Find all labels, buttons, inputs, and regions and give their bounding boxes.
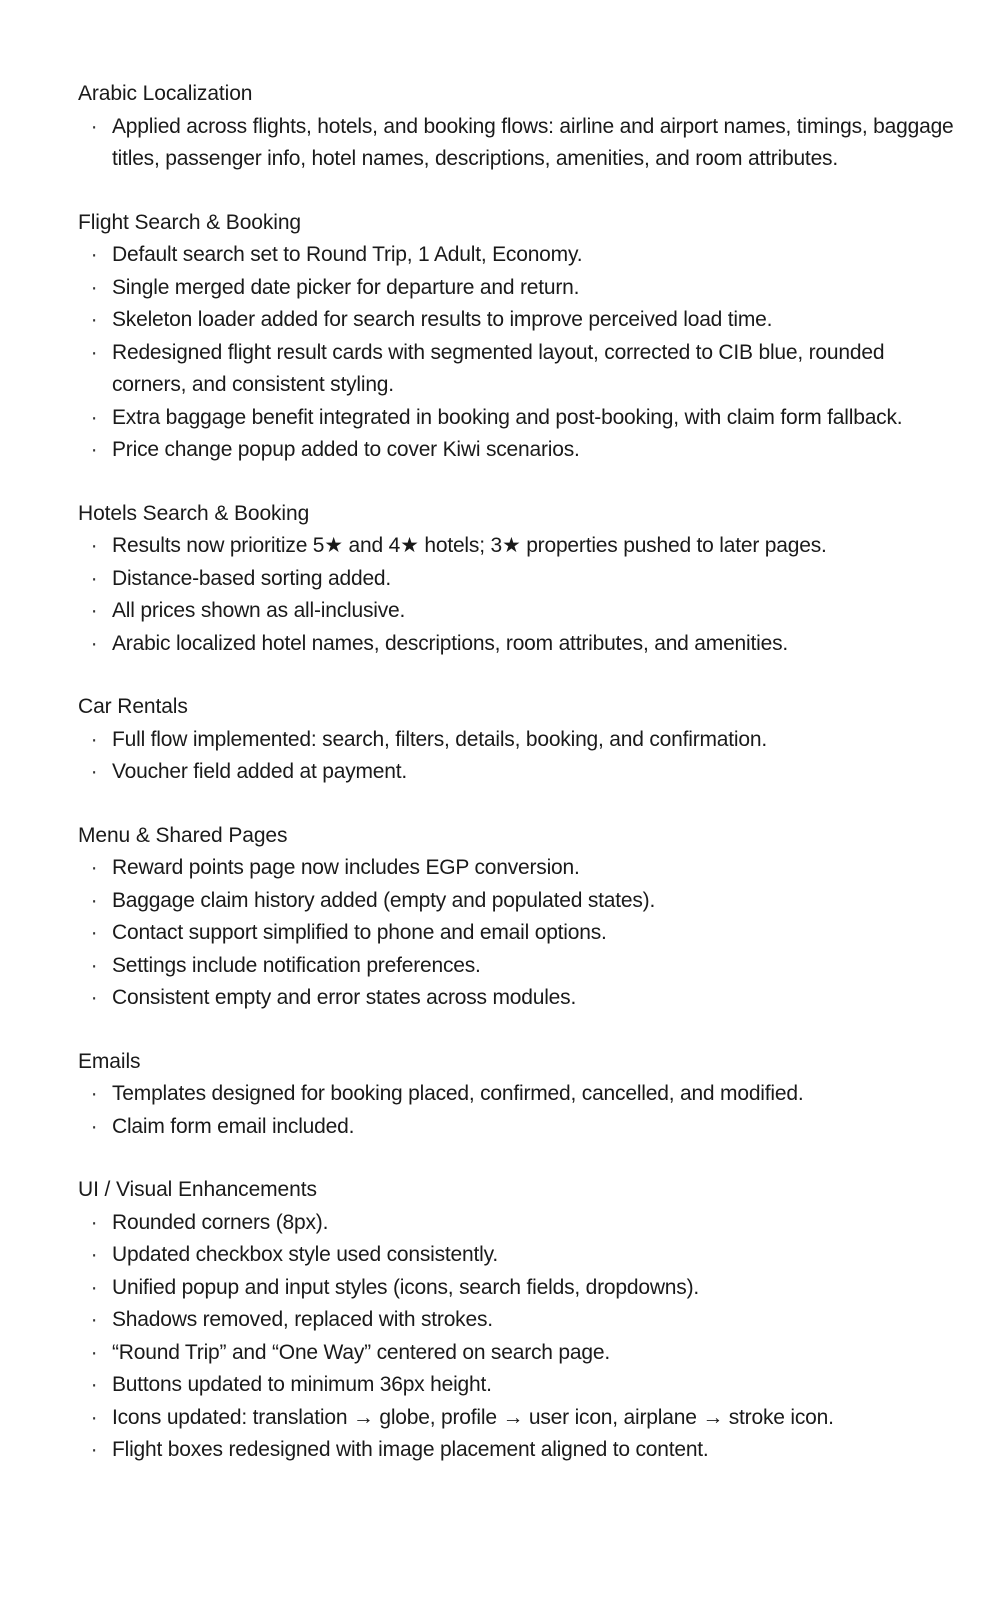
section <box>78 691 958 789</box>
bullet-icon: · <box>90 1210 98 1234</box>
list-item <box>78 1272 958 1305</box>
list-item <box>78 304 958 337</box>
section-title: Arabic Localization <box>78 82 253 105</box>
list-item-text: Default search set to Round Trip, 1 Adult, Economy. <box>112 243 583 266</box>
bullet-icon: · <box>90 727 98 751</box>
list-item-text: Voucher field added at payment. <box>112 760 408 783</box>
list-item <box>78 1369 958 1402</box>
section-title: UI / Visual Enhancements <box>78 1178 317 1201</box>
list-item-text: Price change popup added to cover Kiwi scenarios. <box>112 438 580 461</box>
list-item-text: Single merged date picker for departure and return. <box>112 275 580 299</box>
bullet-list <box>78 1207 958 1467</box>
bullet-icon: · <box>90 760 98 783</box>
list-item <box>78 1239 958 1272</box>
list-item-text: Baggage claim history added (empty and populated states). <box>112 888 656 912</box>
bullet-icon: · <box>90 1405 98 1429</box>
list-item <box>78 1337 958 1370</box>
bullet-icon: · <box>90 308 98 331</box>
bullet-icon: · <box>90 986 98 1009</box>
list-item-text: Shadows removed, replaced with strokes. <box>112 1308 493 1331</box>
bullet-icon: · <box>90 888 98 912</box>
list-item-text: Templates designed for booking placed, confirmed, cancelled, and modified. <box>112 1082 804 1105</box>
list-item-text: Rounded corners (8px). <box>112 1210 329 1234</box>
list-item <box>78 917 958 950</box>
list-item-text: Results now prioritize 5★ and 4★ hotels; 3★ properties pushed to later pages. <box>112 534 827 557</box>
bullet-icon: · <box>90 1340 98 1364</box>
list-item <box>78 530 958 563</box>
bullet-list <box>78 239 958 467</box>
list-item <box>78 595 958 628</box>
list-item <box>78 272 958 305</box>
section-title: Hotels Search & Booking <box>78 501 310 525</box>
list-item <box>78 982 958 1015</box>
bullet-icon: · <box>90 953 98 977</box>
list-item-text: Buttons updated to minimum 36px height. <box>112 1373 492 1396</box>
bullet-icon: · <box>90 1243 98 1266</box>
list-item <box>78 628 958 661</box>
release-notes-document <box>78 78 958 1498</box>
bullet-icon: · <box>90 405 98 429</box>
list-item <box>78 1434 958 1467</box>
bullet-icon: · <box>90 1082 98 1105</box>
section-title: Menu & Shared Pages <box>78 823 288 847</box>
bullet-icon: · <box>90 275 98 299</box>
list-item <box>78 724 958 757</box>
list-item-text: Unified popup and input styles (icons, search fields, dropdowns). <box>112 1275 699 1299</box>
list-item <box>78 885 958 918</box>
bullet-icon: · <box>90 1114 98 1138</box>
list-item-text: Settings include notification preferences. <box>112 953 481 977</box>
list-item <box>78 756 958 789</box>
list-item-text: Updated checkbox style used consistently. <box>112 1243 498 1266</box>
bullet-icon: · <box>90 599 98 622</box>
bullet-icon: · <box>90 1308 98 1331</box>
section-title: Flight Search & Booking <box>78 210 301 234</box>
list-item <box>78 337 958 402</box>
list-item-text: Icons updated: translation → globe, profile → user icon, airplane → stroke icon. <box>112 1405 834 1429</box>
list-item-text: All prices shown as all-inclusive. <box>112 599 406 622</box>
bullet-icon: · <box>90 340 98 364</box>
bullet-list <box>78 1078 958 1143</box>
list-item <box>78 239 958 272</box>
bullet-icon: · <box>90 1275 98 1299</box>
list-item-text: Applied across flights, hotels, and booking flows: airline and airport names, timings, baggage titles, passenger info, hotel names, descriptions, amenities, and room attributes. <box>112 114 954 170</box>
list-item <box>78 1207 958 1240</box>
section <box>78 1046 958 1144</box>
bullet-list <box>78 852 958 1015</box>
bullet-icon: · <box>90 856 98 879</box>
bullet-icon: · <box>90 438 98 461</box>
list-item <box>78 111 958 176</box>
list-item <box>78 1304 958 1337</box>
bullet-list <box>78 111 958 176</box>
list-item-text: Flight boxes redesigned with image placement aligned to content. <box>112 1438 709 1461</box>
bullet-icon: · <box>90 631 98 655</box>
list-item-text: Reward points page now includes EGP conversion. <box>112 856 580 879</box>
bullet-icon: · <box>90 534 98 557</box>
bullet-list <box>78 530 958 660</box>
list-item-text: Extra baggage benefit integrated in booking and post-booking, with claim form fallback. <box>112 405 903 429</box>
section <box>78 820 958 1015</box>
list-item-text: “Round Trip” and “One Way” centered on search page. <box>112 1340 610 1364</box>
list-item-text: Redesigned flight result cards with segmented layout, corrected to CIB blue, rounded corners, and consistent styling. <box>112 340 885 396</box>
bullet-icon: · <box>90 921 98 944</box>
bullet-icon: · <box>90 243 98 266</box>
list-item <box>78 852 958 885</box>
section-title: Car Rentals <box>78 695 188 718</box>
list-item <box>78 563 958 596</box>
list-item <box>78 1078 958 1111</box>
section <box>78 207 958 467</box>
list-item-text: Distance-based sorting added. <box>112 566 392 590</box>
section-title: Emails <box>78 1049 141 1073</box>
list-item-text: Contact support simplified to phone and email options. <box>112 921 607 944</box>
bullet-icon: · <box>90 566 98 590</box>
list-item <box>78 434 958 467</box>
section <box>78 1174 958 1467</box>
list-item-text: Consistent empty and error states across modules. <box>112 986 577 1009</box>
bullet-icon: · <box>90 1373 98 1396</box>
list-item <box>78 1111 958 1144</box>
bullet-icon: · <box>90 1438 98 1461</box>
bullet-icon: · <box>90 114 98 138</box>
section <box>78 78 958 176</box>
bullet-list <box>78 724 958 789</box>
list-item-text: Claim form email included. <box>112 1114 355 1138</box>
list-item <box>78 950 958 983</box>
list-item-text: Full flow implemented: search, filters, details, booking, and confirmation. <box>112 727 767 751</box>
list-item <box>78 402 958 435</box>
list-item <box>78 1402 958 1435</box>
list-item-text: Skeleton loader added for search results to improve perceived load time. <box>112 308 773 331</box>
list-item-text: Arabic localized hotel names, descriptions, room attributes, and amenities. <box>112 631 789 655</box>
section <box>78 498 958 661</box>
